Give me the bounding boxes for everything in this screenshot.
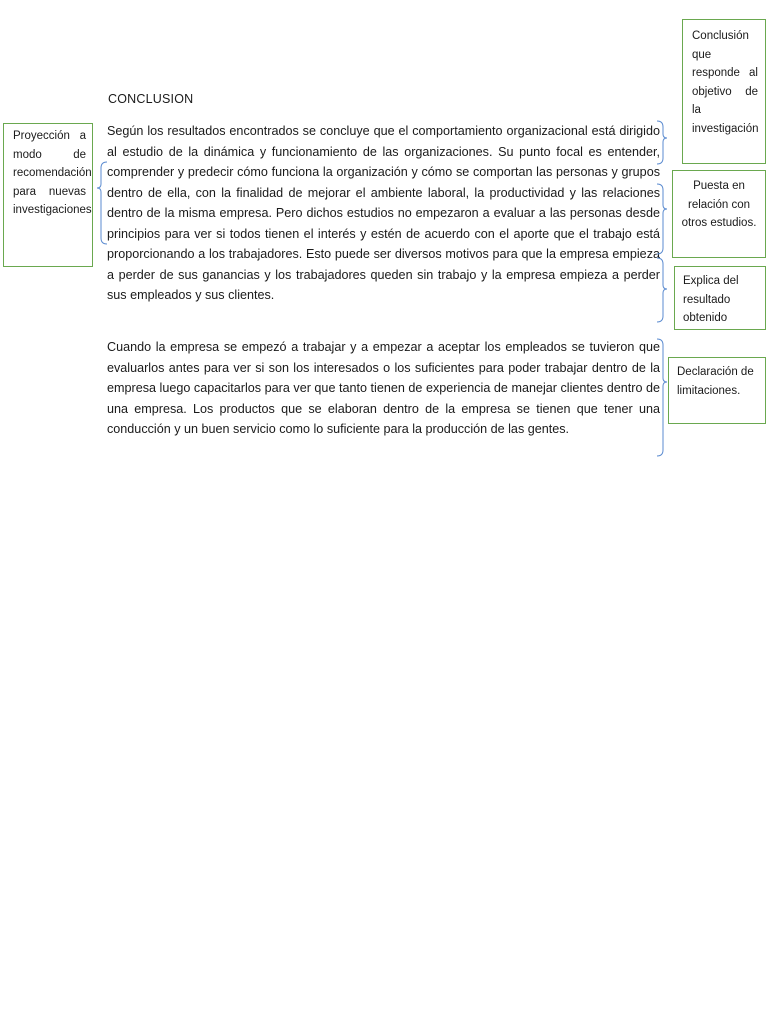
conclusion-heading: CONCLUSION: [108, 92, 194, 106]
bracket-left-projection: [97, 162, 107, 244]
paragraph-2: Cuando la empresa se empezó a trabajar y a empezar a aceptar los empleados se tuvieron que evaluarlos antes para ver si son los interesados o los suficientes para poder trabajar dentro de la empresa luego capacitarlos para ver que tanto tienen de experiencia de manejar clientes dentro de una empresa. Los productos que se elaboran dentro de la empresa se tienen que tener una conducción y un buen servicio como lo suficiente para la producción de las gentes.: [107, 340, 660, 436]
annotation-box-relation-studies: Puesta en relación con otros estudios.: [672, 170, 766, 258]
annotation-box-limitations: Declaración de limitaciones.: [668, 357, 766, 424]
paragraph-1: Según los resultados encontrados se concluye que el comportamiento organizacional está dirigido al estudio de la dinámica y funcionamiento de las organizaciones. Su punto focal es entender, comprender y predecir cómo funciona la organización y cómo se comportan las personas y grupos dentro de ella, con la finalidad de mejorar el ambiente laboral, la productividad y las relaciones dentro de la misma empresa. Pero dichos estudios no empezaron a evaluar a las personas desde principios para ver si todos tienen el interés y estén de acuerdo con el aporte que el trabajo está proporcionando a los trabajadores. Esto puede ser diversos motivos para que la empresa empieza a perder de sus ganancias y los trabajadores queden sin trabajo y la empresa empieza a perder sus empleados y sus clientes.: [107, 124, 660, 302]
annotation-box-projection: Proyección a modo de recomendación para nuevas investigaciones: [3, 123, 93, 267]
annotation-box-result-explanation: Explica del resultado obtenido: [674, 266, 766, 330]
annotation-box-conclusion-objective: Conclusión que responde al objetivo de la investigación: [682, 19, 766, 164]
